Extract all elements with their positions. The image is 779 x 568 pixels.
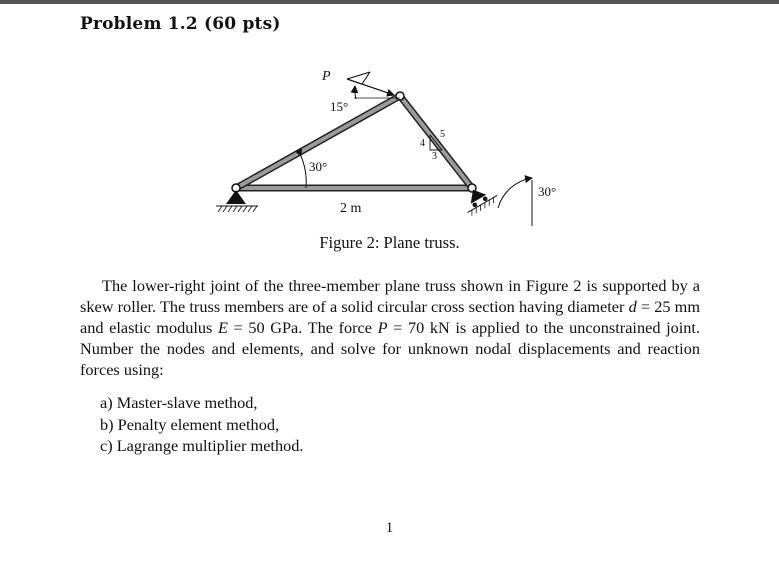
statement-p-value: = 70 kN is applied to the unconstrained joint. Number the nodes and elements, and solve for unknown nodal displacements and reaction forces using: (80, 318, 700, 379)
load-label: P (322, 69, 331, 84)
symbol-d: d (628, 297, 637, 316)
load-arrow-tail (347, 72, 370, 84)
load-angle-arc (355, 86, 356, 99)
slope-horizontal-label: 3 (432, 151, 437, 162)
figure-caption: Figure 2: Plane truss. (319, 233, 460, 252)
statement-part-1: The lower-right joint of the three-member plane truss shown in Figure 2 is supported by a skew roller. The truss members are of a solid circular cross section having diameter (80, 276, 700, 316)
method-item: b) Penalty element method, (100, 414, 280, 434)
symbol-e: E (218, 318, 228, 337)
statement-d-value: = 25 mm and elastic modulus (80, 297, 700, 337)
joint-top (396, 92, 404, 100)
problem-title: Problem 1.2 (60 pts) (80, 14, 281, 34)
method-item: a) Master-slave method, (100, 393, 258, 412)
load-angle-label: 15° (330, 99, 349, 114)
member-left-core (236, 96, 400, 188)
method-item: c) Lagrange multiplier method. (100, 436, 304, 455)
load-arrow (347, 79, 394, 95)
truss-members (236, 96, 472, 188)
span-label: 2 m (340, 201, 362, 216)
page-number: 1 (385, 520, 394, 536)
roller-angle-arc (498, 178, 532, 208)
problem-statement (80, 275, 700, 380)
slope-vertical-label: 4 (420, 138, 425, 149)
left-angle-arc (301, 156, 306, 188)
truss-figure (0, 0, 779, 240)
slope-hyp-label: 5 (440, 129, 445, 140)
symbol-p: P (377, 318, 388, 337)
roller-angle-label: 30° (538, 184, 557, 199)
statement-e-value: = 50 GPa. The force (227, 318, 378, 337)
pin-support-icon (216, 190, 258, 212)
left-angle-label: 30° (309, 159, 328, 174)
methods-list (100, 392, 303, 457)
